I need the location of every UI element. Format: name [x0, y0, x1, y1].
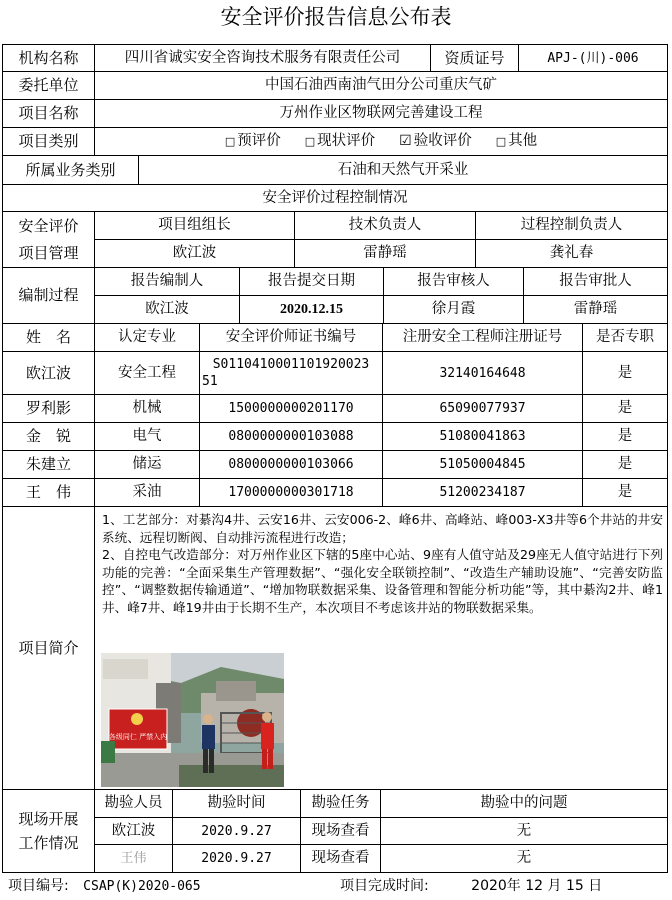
- site-issue: 无: [381, 818, 668, 845]
- client-label: 委托单位: [3, 72, 95, 100]
- intro-text: [96, 508, 667, 617]
- site-header-person: 勘验人员: [95, 790, 173, 818]
- site-label: [3, 790, 95, 873]
- mgmt-leader: 欧江波: [95, 240, 295, 268]
- staff-fulltime: 是: [583, 395, 668, 423]
- mgmt-header-leader: 项目组组长: [95, 212, 295, 240]
- staff-reg: 32140164648: [383, 352, 583, 395]
- site-label-line-1: 现场开展: [18, 810, 79, 828]
- cert-label: 资质证号: [431, 45, 519, 72]
- project-label: 项目名称: [3, 100, 95, 128]
- compile-approver: 雷静瑶: [524, 296, 668, 324]
- cert-value: APJ-(川)-006: [519, 45, 668, 72]
- staff-reg: 51080041863: [383, 423, 583, 451]
- site-person: 欧江波: [95, 818, 173, 845]
- mgmt-process: 龚礼春: [476, 240, 668, 268]
- staff-cert: 1700000000301718: [200, 479, 383, 507]
- staff-cert: [200, 352, 383, 395]
- staff-name: 王 伟: [3, 479, 95, 507]
- staff-header-fulltime: 是否专职: [583, 324, 668, 352]
- site-date: 2020.9.27: [173, 818, 301, 845]
- option-label: 预评价: [237, 133, 281, 149]
- option-label: 验收评价: [413, 133, 472, 149]
- checkbox-icon: □: [495, 135, 507, 148]
- option-pre-eval[interactable]: [225, 133, 281, 150]
- compile-header-author: 报告编制人: [95, 268, 240, 296]
- completion-time: [340, 876, 602, 896]
- compile-label: 编制过程: [3, 268, 95, 324]
- option-other[interactable]: [496, 133, 537, 150]
- compile-header-approver: 报告审批人: [524, 268, 668, 296]
- compile-header-reviewer: 报告审核人: [384, 268, 524, 296]
- page-title: 安全评价报告信息公布表: [220, 5, 452, 29]
- cert-line-2: 51: [202, 374, 218, 389]
- mgmt-header-process: 过程控制负责人: [476, 212, 668, 240]
- staff-header-cert: 安全评价师证书编号: [200, 324, 383, 352]
- staff-name: 金 锐: [3, 423, 95, 451]
- staff-fulltime: 是: [583, 451, 668, 479]
- mgmt-label-top: 安全评价: [3, 212, 95, 240]
- completion-time-value: 2020年 12 月 15 日: [471, 878, 603, 894]
- site-header-date: 勘验时间: [173, 790, 301, 818]
- option-label: 其他: [508, 133, 538, 149]
- staff-fulltime: 是: [583, 423, 668, 451]
- checkbox-icon: □: [304, 135, 316, 148]
- site-task: 现场查看: [301, 818, 381, 845]
- site-header-issue: 勘验中的问题: [381, 790, 668, 818]
- checked-checkbox-icon: ☑: [399, 133, 412, 149]
- mgmt-tech: 雷静瑶: [295, 240, 476, 268]
- staff-fulltime: 是: [583, 352, 668, 395]
- org-label: 机构名称: [3, 45, 95, 72]
- staff-reg: 51050004845: [383, 451, 583, 479]
- staff-reg: 65090077937: [383, 395, 583, 423]
- staff-reg: 51200234187: [383, 479, 583, 507]
- cert-line-1: S011041000110192002​3: [212, 357, 370, 372]
- staff-name: 罗利影: [3, 395, 95, 423]
- staff-cert: 0800000000103088: [200, 423, 383, 451]
- staff-fulltime: 是: [583, 479, 668, 507]
- sign-text: 各级同仁 严禁入内: [108, 733, 168, 741]
- process-header: 安全评价过程控制情况: [3, 185, 668, 212]
- project-number-label: 项目编号:: [8, 878, 69, 894]
- site-issue: 无: [381, 845, 668, 873]
- project-number-value: CSAP(K)2020-065: [83, 879, 201, 894]
- staff-major: 采油: [95, 479, 200, 507]
- mgmt-label-bottom: 项目管理: [3, 240, 95, 268]
- staff-header-name: 姓 名: [3, 324, 95, 352]
- staff-major: 安全工程: [95, 352, 200, 395]
- intro-paragraph-2: 2、自控电气改造部分：对万州作业区下辖的5座中心站、9座有人值守站及29座无人值守站进行下列功能的完善：“全面采集生产管理数据”、“强化安全联锁控制”、“改造生产辅助设施”、“完善安防监控”、“调整数据传输通道”、“增加物联数据采集、设备管理和智能分析功能”等，其中綦沟2井、峰1井、峰7井、峰19井由于长期不生产，本次项目不考虑该井站的物联数据采集。: [102, 547, 663, 615]
- site-label-line-2: 工作情况: [18, 834, 79, 852]
- staff-name: 朱建立: [3, 451, 95, 479]
- project-value: 万州作业区物联网完善建设工程: [95, 100, 668, 128]
- option-label: 现状评价: [317, 133, 376, 149]
- category-label: 项目类别: [3, 128, 95, 156]
- staff-major: 储运: [95, 451, 200, 479]
- business-value: 石油和天然气开采业: [139, 156, 668, 185]
- client-value: 中国石油西南油气田分公司重庆气矿: [95, 72, 668, 100]
- site-header-task: 勘验任务: [301, 790, 381, 818]
- staff-name: 欧江波: [3, 352, 95, 395]
- category-options: [95, 128, 668, 156]
- staff-header-major: 认定专业: [95, 324, 200, 352]
- compile-reviewer: 徐月霞: [384, 296, 524, 324]
- staff-cert: 0800000000103066: [200, 451, 383, 479]
- site-task: 现场查看: [301, 845, 381, 873]
- business-label: 所属业务类别: [3, 156, 139, 185]
- org-value: 四川省诚实安全咨询技术服务有限责任公司: [95, 45, 431, 72]
- completion-time-label: 项目完成时间:: [340, 878, 429, 894]
- site-date: 2020.9.27: [173, 845, 301, 873]
- intro-paragraph-1: 1、工艺部分：对綦沟4井、云安16井、云安006-2、峰6井、高峰站、峰003-X3井等6个井站的井安系统、远程切断阀、自动排污流程进行改造；: [102, 512, 663, 545]
- staff-header-reg: 注册安全工程师注册证号: [383, 324, 583, 352]
- compile-author: 欧江波: [95, 296, 240, 324]
- site-photo: [101, 653, 284, 787]
- mgmt-header-tech: 技术负责人: [295, 212, 476, 240]
- staff-major: 电气: [95, 423, 200, 451]
- option-acceptance-eval[interactable]: [399, 133, 472, 150]
- site-person: 王伟: [95, 845, 173, 873]
- project-number: [8, 876, 201, 897]
- staff-major: 机械: [95, 395, 200, 423]
- compile-header-date: 报告提交日期: [240, 268, 384, 296]
- staff-cert: 1500000000201170: [200, 395, 383, 423]
- checkbox-icon: □: [224, 135, 236, 148]
- site-photo-illustration: [101, 653, 284, 787]
- intro-label: 项目简介: [3, 507, 95, 790]
- compile-date: 2020.12.15: [240, 296, 384, 324]
- option-status-eval[interactable]: [305, 133, 375, 150]
